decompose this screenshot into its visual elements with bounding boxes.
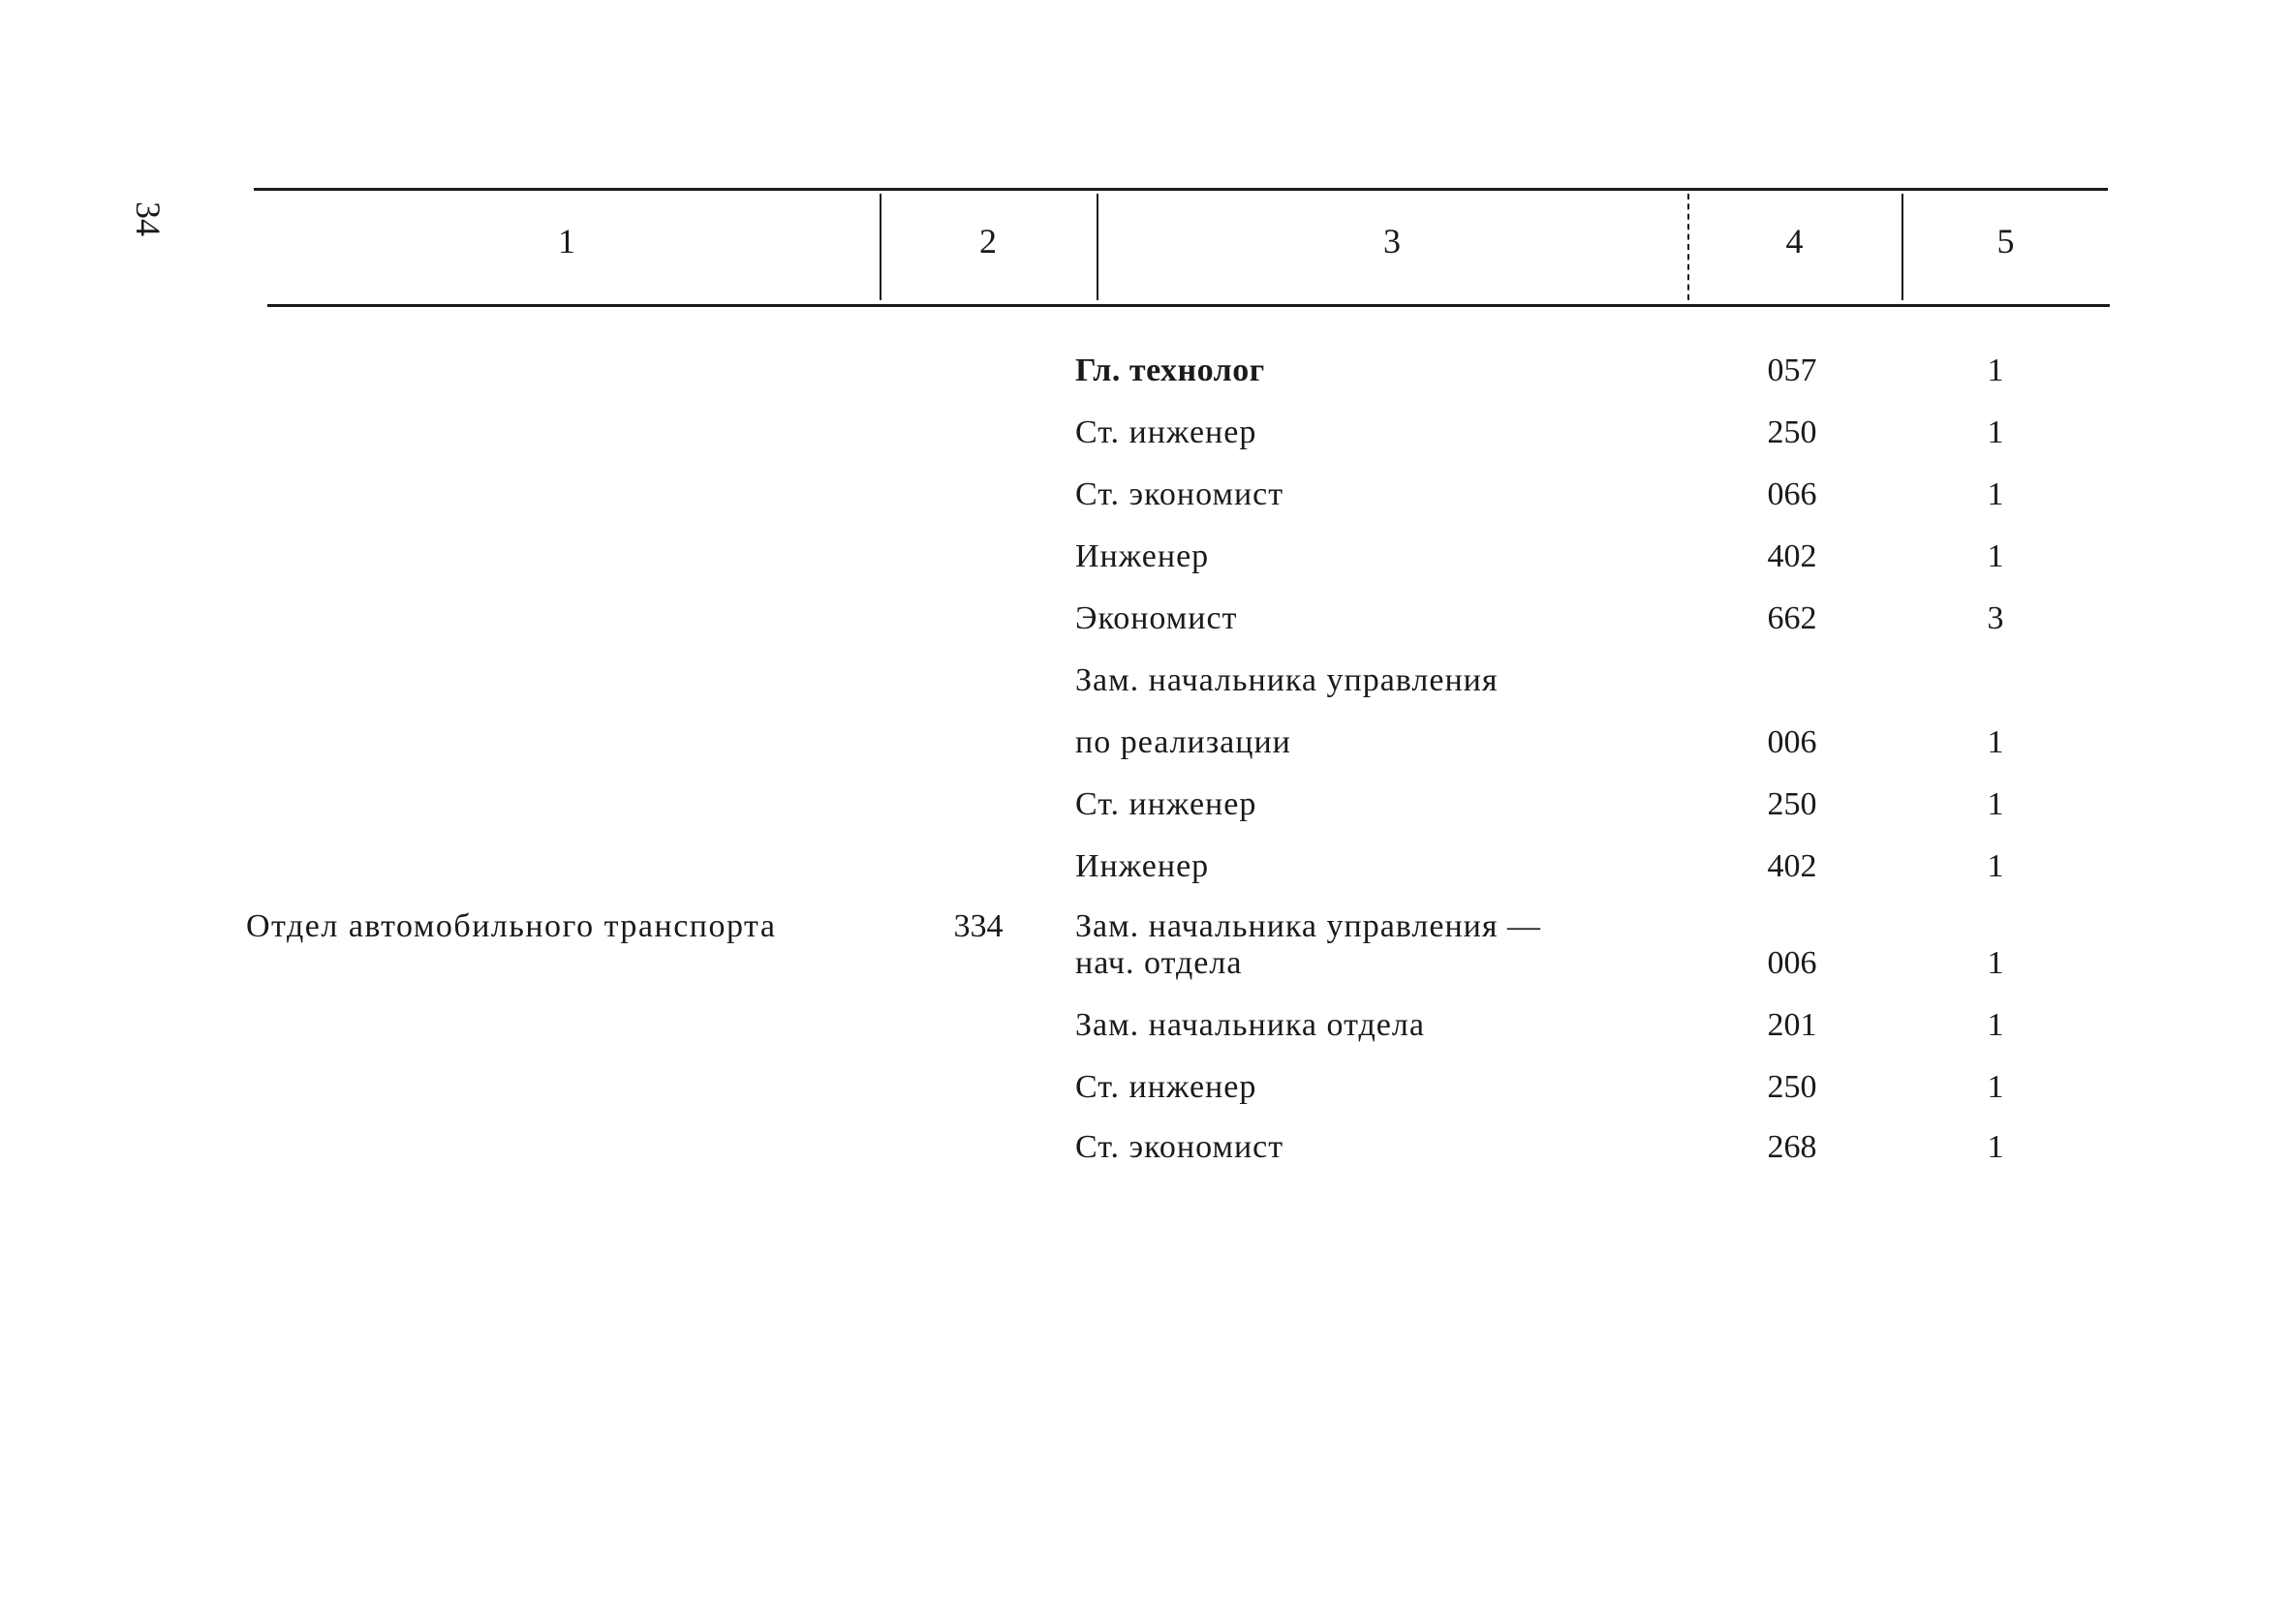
position-title: Зам. начальника отдела	[1075, 1007, 1425, 1043]
column-header-3: 3	[1383, 222, 1401, 260]
position-code: 402	[1767, 848, 1817, 884]
table-top-rule	[254, 188, 2108, 191]
staff-count: 1	[1987, 1007, 2004, 1043]
position-code: 250	[1767, 1069, 1817, 1105]
position-title: Зам. начальника управления	[1075, 662, 1499, 698]
position-code: 057	[1767, 352, 1817, 388]
staff-count: 1	[1987, 724, 2004, 760]
position-title: Зам. начальника управления —	[1075, 908, 1541, 944]
position-code: 250	[1767, 414, 1817, 450]
staff-count: 1	[1987, 352, 2004, 388]
position-title: Инженер	[1075, 848, 1210, 884]
staff-count: 1	[1987, 786, 2004, 822]
position-code: 006	[1767, 724, 1817, 760]
column-header-2: 2	[979, 222, 997, 260]
position-title: Экономист	[1075, 600, 1238, 636]
staff-count: 1	[1987, 1069, 2004, 1105]
department-code: 334	[953, 908, 1004, 944]
staff-count: 1	[1987, 848, 2004, 884]
column-header-4: 4	[1785, 222, 1804, 260]
position-code: 268	[1767, 1129, 1817, 1165]
position-code: 066	[1767, 476, 1817, 512]
staff-count: 1	[1987, 476, 2004, 512]
position-title: Ст. инженер	[1075, 414, 1257, 450]
staff-count: 1	[1987, 414, 2004, 450]
position-title: Гл. технолог	[1075, 352, 1265, 388]
staff-count: 1	[1987, 1129, 2004, 1165]
position-title: Ст. инженер	[1075, 786, 1257, 822]
position-title: по реализации	[1075, 724, 1291, 760]
position-title: Ст. экономист	[1075, 1129, 1284, 1165]
position-code: 006	[1767, 945, 1817, 981]
staff-count: 3	[1987, 600, 2004, 636]
staff-count: 1	[1987, 945, 2004, 981]
position-title: Ст. экономист	[1075, 476, 1284, 512]
position-code: 250	[1767, 786, 1817, 822]
position-title: нач. отдела	[1075, 945, 1243, 981]
column-header-5: 5	[1996, 222, 2015, 260]
page-number: 34	[129, 201, 168, 236]
column-header-1: 1	[558, 222, 575, 260]
position-code: 662	[1767, 600, 1817, 636]
position-title: Инженер	[1075, 538, 1210, 574]
position-code: 402	[1767, 538, 1817, 574]
staff-count: 1	[1987, 538, 2004, 574]
position-code: 201	[1767, 1007, 1817, 1043]
department-name: Отдел автомобильного транспорта	[246, 908, 777, 944]
table-header-rule	[267, 304, 2110, 307]
position-title: Ст. инженер	[1075, 1069, 1257, 1105]
